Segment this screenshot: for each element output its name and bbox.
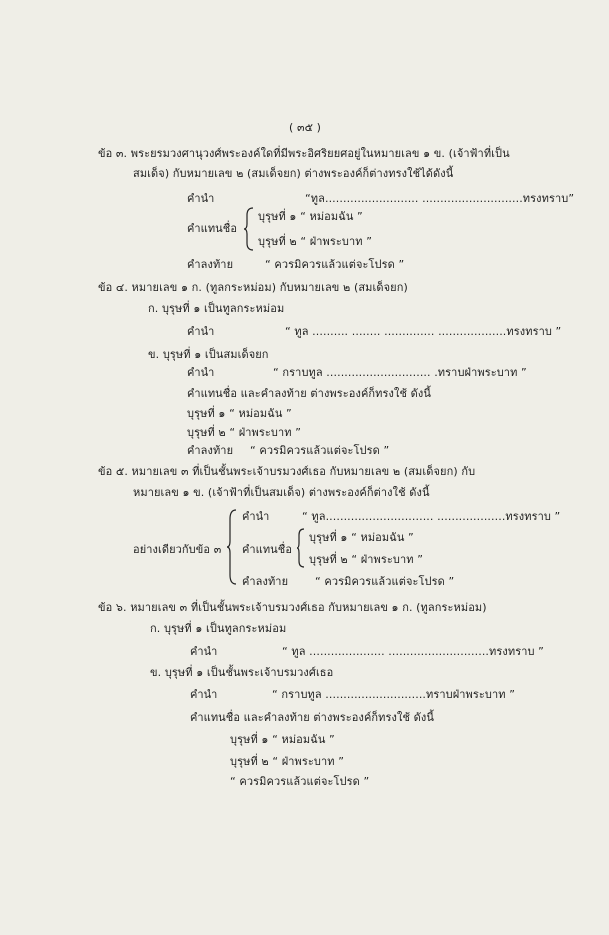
item5-closing-label: คำลงท้าย bbox=[242, 575, 289, 588]
item4-a-title: ก. บุรุษที่ ๑ เป็นทูลกระหม่อม bbox=[148, 302, 285, 315]
item5-opening-label: คำนำ bbox=[242, 510, 270, 523]
item6-a-opening-label: คำนำ bbox=[190, 645, 218, 658]
item5-replace-label: คำแทนชื่อ bbox=[242, 543, 293, 556]
item4-b-opening-label: คำนำ bbox=[187, 366, 215, 379]
item6-b-person2: บุรุษที่ ๒ “ ฝ่าพระบาท ” bbox=[230, 755, 345, 768]
item5-side-label: อย่างเดียวกับข้อ ๓ bbox=[133, 543, 222, 556]
page-number: ( ๓๕ ) bbox=[289, 121, 322, 134]
item5-brace-inner bbox=[296, 528, 306, 568]
item3-opening-label: คำนำ bbox=[187, 192, 215, 205]
item3-closing-value: “ ควรมิควรแล้วแต่จะโปรด ” bbox=[265, 258, 405, 271]
item3-replace-label: คำแทนชื่อ bbox=[187, 222, 238, 235]
item6-b-closing-value: “ ควรมิควรแล้วแต่จะโปรด ” bbox=[230, 775, 370, 788]
item4-line1: ข้อ ๔. หมายเลข ๑ ก. (ทูลกระหม่อม) กับหมายเลข ๒ (สมเด็จยก) bbox=[98, 281, 408, 294]
item4-b-title: ข. บุรุษที่ ๑ เป็นสมเด็จยก bbox=[148, 348, 269, 361]
item6-b-line2: คำแทนชื่อ และคำลงท้าย ต่างพระองค์ก็ทรงใช้ ดังนี้ bbox=[190, 711, 434, 724]
item5-person1: บุรุษที่ ๑ “ หม่อมฉัน ” bbox=[309, 531, 414, 544]
item4-b-person1: บุรุษที่ ๑ “ หม่อมฉัน ” bbox=[187, 407, 292, 420]
item4-a-opening-label: คำนำ bbox=[187, 325, 215, 338]
item6-a-title: ก. บุรุษที่ ๑ เป็นทูลกระหม่อม bbox=[150, 622, 287, 635]
item4-b-closing-label: คำลงท้าย bbox=[187, 444, 234, 457]
item5-line2: หมายเลข ๑ ข. (เจ้าฟ้าที่เป็นสมเด็จ) ต่างพระองค์ก็ต่างใช้ ดังนี้ bbox=[133, 486, 430, 499]
item6-b-title: ข. บุรุษที่ ๑ เป็นชั้นพระเจ้าบรมวงศ์เธอ bbox=[150, 666, 334, 679]
item3-line2: สมเด็จ) กับหมายเลข ๒ (สมเด็จยก) ต่างพระองค์ก็ต่างทรงใช้ได้ดังนี้ bbox=[133, 167, 454, 180]
item6-a-opening-value: “ ทูล ..................... ............................ทรงทราบ ” bbox=[282, 645, 544, 658]
item3-opening-value: “ทูล.......................... ............................ทรงทราบ” bbox=[305, 192, 575, 205]
item4-a-opening-value: “ ทูล .......... ........ .............. ...................ทรงทราบ ” bbox=[285, 325, 562, 338]
item6-line1: ข้อ ๖. หมายเลข ๓ ที่เป็นชั้นพระเจ้าบรมวงศ์เธอ กับหมายเลข ๑ ก. (ทูลกระหม่อม) bbox=[98, 601, 487, 614]
item5-opening-value: “ ทูล.............................. ...................ทรงทราบ ” bbox=[302, 510, 561, 523]
item5-line1: ข้อ ๕. หมายเลข ๓ ที่เป็นชั้นพระเจ้าบรมวงศ์เธอ กับหมายเลข ๒ (สมเด็จยก) กับ bbox=[98, 465, 476, 478]
item4-b-opening-value: “ กราบทูล ............................. .ทราบฝ่าพระบาท ” bbox=[273, 366, 527, 379]
item3-person1: บุรุษที่ ๑ “ หม่อมฉัน ” bbox=[258, 210, 363, 223]
item5-person2: บุรุษที่ ๒ “ ฝ่าพระบาท ” bbox=[309, 553, 424, 566]
item5-brace-outer bbox=[226, 509, 238, 585]
item3-closing-label: คำลงท้าย bbox=[187, 258, 234, 271]
item4-b-line2: คำแทนชื่อ และคำลงท้าย ต่างพระองค์ก็ทรงใช้ ดังนี้ bbox=[187, 387, 431, 400]
item6-b-person1: บุรุษที่ ๑ “ หม่อมฉัน ” bbox=[230, 733, 335, 746]
item3-brace bbox=[243, 207, 255, 251]
item3-line1: ข้อ ๓. พระยรมวงศานุวงศ์พระองค์ใดที่มีพระอิศริยยศอยู่ในหมายเลข ๑ ข. (เจ้าฟ้าที่เป็น bbox=[98, 147, 510, 160]
item6-b-opening-label: คำนำ bbox=[190, 688, 218, 701]
item3-person2: บุรุษที่ ๒ “ ฝ่าพระบาท ” bbox=[258, 235, 373, 248]
item6-b-opening-value: “ กราบทูล ............................ทราบฝ่าพระบาท ” bbox=[272, 688, 516, 701]
item5-closing-value: “ ควรมิควรแล้วแต่จะโปรด ” bbox=[315, 575, 455, 588]
item4-b-closing-value: “ ควรมิควรแล้วแต่จะโปรด ” bbox=[250, 444, 390, 457]
item4-b-person2: บุรุษที่ ๒ “ ฝ่าพระบาท ” bbox=[187, 426, 302, 439]
